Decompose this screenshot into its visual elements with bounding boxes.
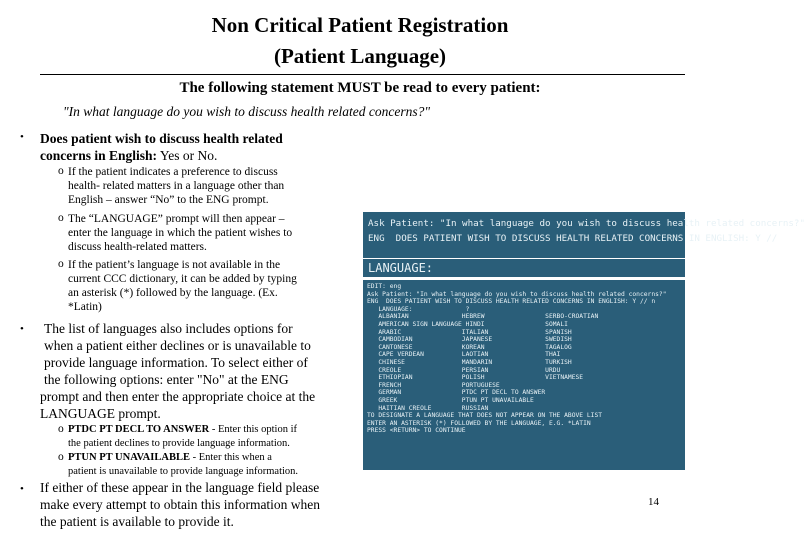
sub-bullet-icon: o [58,423,64,435]
bullet3-line2: make every attempt to obtain this information when [40,497,321,512]
bullet1-line2-rest: Yes or No. [157,148,218,163]
terminal-line: CAPE VERDEAN LAOTIAN THAI [367,351,561,359]
page-title: Non Critical Patient Registration [211,13,509,37]
bullet1-line2-bold: concerns in English: [40,148,158,163]
page-subtitle: (Patient Language) [273,44,447,68]
terminal-line: TO DESIGNATE A LANGUAGE THAT DOES NOT APPEAR ON THE ABOVE LIST [367,412,603,420]
option2-desc: - Enter this when a [189,452,272,463]
terminal-line: PRESS <RETURN> TO CONTINUE [367,427,466,435]
bullet2-line2: when a patient either declines or is unavailable to [44,338,311,353]
sub3-line1: If the patient’s language is not available in the [68,259,281,271]
sub2-line1: The “LANGUAGE” prompt will then appear – [68,213,285,225]
sub3-line3: an asterisk (*) followed by the language. (Ex. [68,287,278,299]
patient-question: "In what language do you wish to discuss health related concerns?" [63,104,431,119]
terminal-line: ARABIC ITALIAN SPANISH [367,328,572,336]
terminal-screenshot-prompt [363,212,805,258]
bullet1-line2 [40,148,217,164]
terminal-line: CHINESE MANDARIN TURKISH [367,358,572,366]
bullet2-line3: provide language information. To select either of [44,355,308,370]
sub1-line2: health- related matters in a language other than [68,180,285,192]
option1-line2: the patient declines to provide language information. [68,438,290,449]
terminal-line: ALBANIAN HEBREW SERBO-CROATIAN [367,313,599,321]
terminal-line: EDIT: eng [367,283,402,290]
option2-line1 [68,451,272,465]
sub-bullet-icon: o [58,451,64,463]
terminal-line: GREEK PTUN PT UNAVAILABLE [367,396,534,404]
terminal-line: FRENCH PORTUGUESE [367,381,500,389]
bullet1-line1: Does patient wish to discuss health related [40,131,283,146]
terminal-line: ENG DOES PATIENT WISH TO DISCUSS HEALTH RELATED CONCERNS IN ENGLISH: Y // [368,233,778,244]
bullet2-line1: The list of languages also includes options for [44,321,293,336]
sub2-line3: discuss health-related matters. [68,241,207,253]
bullet2-line4: the following options: enter "No" at the ENG [44,372,289,387]
bullet3-line1: If either of these appear in the language field please [40,480,320,495]
sub-bullet-icon: o [58,165,64,177]
bullet-icon: • [20,483,24,495]
sub2-line2: enter the language in which the patient wishes to [68,227,293,239]
terminal-line: ENG DOES PATIENT WISH TO DISCUSS HEALTH RELATED CONCERNS IN ENGLISH: Y // n [367,298,656,306]
option1-code: PTDC PT DECL TO ANSWER [68,424,210,435]
terminal-line: ENTER AN ASTERISK (*) FOLLOWED BY THE LANGUAGE, E.G. *LATIN [367,419,591,427]
terminal-line: ETHIOPIAN POLISH VIETNAMESE [367,374,584,382]
bullet3-line3: the patient is available to provide it. [40,514,234,529]
sub1-line3: English – answer “No” to the ENG prompt. [68,194,269,206]
bullet-icon: • [20,131,24,143]
option2-code: PTUN PT UNAVAILABLE [68,452,190,463]
terminal-language-label: LANGUAGE: [363,259,685,277]
terminal-line: LANGUAGE: ? [367,305,470,313]
bullet2-line5: prompt and then enter the appropriate choice at the [40,389,316,404]
option1-desc: - Enter this option if [209,424,297,435]
terminal-line: AMERICAN SIGN LANGUAGE HINDI SOMALI [367,320,568,328]
terminal-line: Ask Patient: "In what language do you wish to discuss health related concerns?" [367,290,667,298]
page-number: 14 [648,496,659,508]
sub-bullet-icon: o [58,212,64,224]
sub1-line1: If the patient indicates a preference to discuss [68,166,278,178]
bullet2-line6: LANGUAGE prompt. [40,406,161,421]
option2-line2: patient is unavailable to provide language information. [68,466,299,477]
terminal-line: Ask Patient: "In what language do you wish to discuss health related concerns?" [368,218,805,229]
terminal-line: CREOLE PERSIAN URDU [367,366,561,374]
terminal-line: CAMBODIAN JAPANESE SWEDISH [367,336,572,344]
sub3-line4: *Latin) [68,301,102,313]
subheading: The following statement MUST be read to every patient: [179,80,541,96]
title-divider [40,74,685,75]
terminal-screenshot-language-list [363,280,685,470]
sub3-line2: current CCC dictionary, it can be added by typing [68,273,297,285]
option1-line1 [68,423,297,437]
terminal-line: CANTONESE KOREAN TAGALOG [367,343,572,351]
bullet-icon: • [20,323,24,335]
terminal-line: GERMAN PTDC PT DECL TO ANSWER [367,389,546,397]
terminal-line: HAITIAN CREOLE RUSSIAN [367,404,489,412]
sub-bullet-icon: o [58,258,64,270]
